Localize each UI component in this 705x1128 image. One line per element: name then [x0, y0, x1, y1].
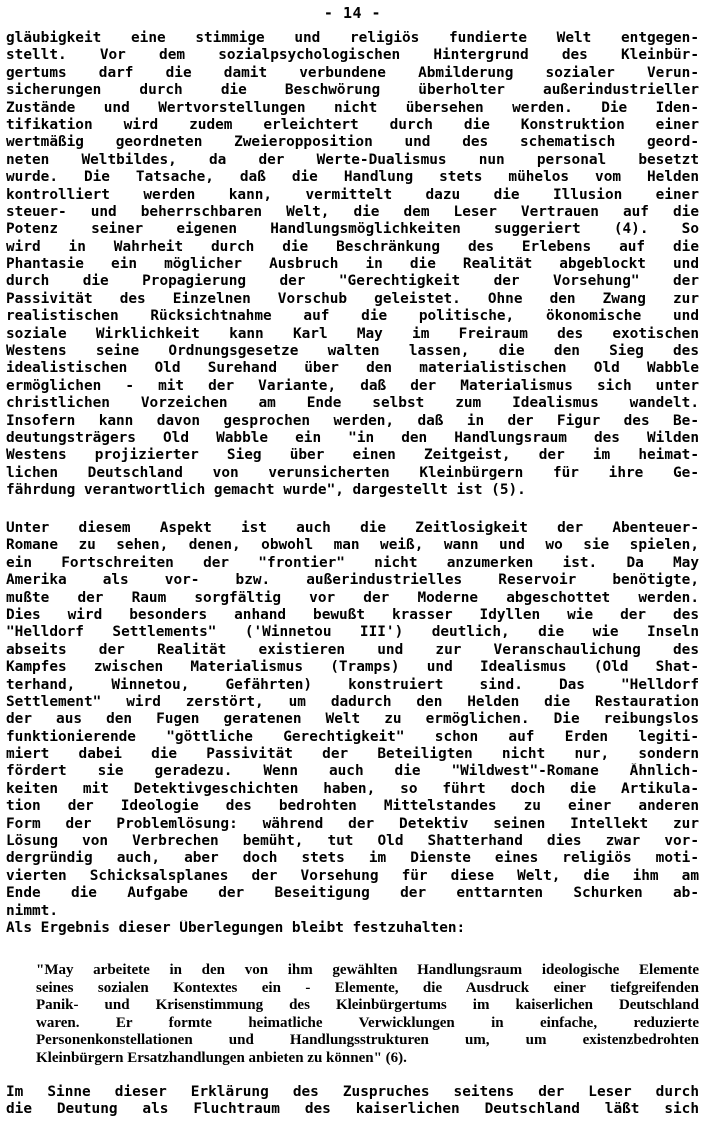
text-line: Westens projizierter Sieg über einen Zeitgeist, der im heimat- — [6, 447, 699, 464]
paragraph-3 — [6, 1084, 699, 1119]
text-line: Als Ergebnis dieser Überlegungen bleibt festzuhalten: — [6, 919, 466, 936]
text-line: die Deutung als Fluchtraum des kaiserlichen Deutschland läßt sich — [6, 1101, 699, 1118]
text-line: Amerika als vor- bzw. außerindustrielles Reservoir benötigte, — [6, 572, 699, 589]
quote-line: seines sozialen Kontextes ein - Elemente, die Ausdruck einer tiefgreifenden — [36, 979, 699, 996]
text-line: Unter diesem Aspekt ist auch die Zeitlosigkeit der Abenteuer- — [6, 520, 699, 536]
paragraph-2 — [6, 520, 699, 937]
text-line: Westens seine Ordnungsgesetze walten lassen, die den Sieg des — [6, 343, 699, 360]
text-line: ermöglichen - mit der Variante, daß der Materialismus sich unter — [6, 377, 699, 394]
text-line: tion der Ideologie des bedrohten Mittelstandes zu einer anderen — [6, 798, 699, 815]
text-line: neten Weltbildes, da der Werte-Dualismus nun personal besetzt — [6, 151, 699, 168]
page-number: - 14 - — [323, 4, 382, 22]
text-line: mußte der Raum sorgfältig vor der Moderne abgeschottet werden. — [6, 589, 699, 606]
text-line: Passivität des Einzelnen Vorschub geleistet. Ohne den Zwang zur — [6, 290, 699, 307]
text-line: realistischen Rücksichtnahme auf die politische, ökonomische und — [6, 308, 699, 325]
text-line: durch die Propagierung der "Gerechtigkeit der Vorsehung" der — [6, 273, 699, 290]
text-line: dergründig auch, aber doch stets im Dienste eines religiös moti- — [6, 850, 699, 867]
text-line: stellt. Vor dem sozialpsychologischen Hintergrund des Kleinbür- — [6, 47, 699, 64]
text-line: nimmt. — [6, 902, 58, 919]
text-line: Romane zu sehen, denen, obwohl man weiß, wann und wo sie spielen, — [6, 537, 699, 554]
text-line: Dies wird besonders anhand bewußt krasser Idyllen wie der des — [6, 606, 699, 623]
text-line: wurde. Die Tatsache, daß die Handlung stets mühelos vom Helden — [6, 169, 699, 186]
text-line: steuer- und beherrschbaren Welt, die dem Leser Vertrauen auf die — [6, 203, 699, 220]
text-line: terhand, Winnetou, Gefährten) konstruiert sind. Das "Helldorf — [6, 676, 699, 693]
text-line: Potenz seiner eigenen Handlungsmöglichkeiten suggeriert (4). So — [6, 221, 699, 238]
quote-line: Personenkonstellationen und Handlungsstrukturen um, um existenzbedrohten — [36, 1032, 699, 1048]
text-line: Phantasie ein möglicher Ausbruch in die Realität abgeblockt und — [6, 256, 699, 273]
text-line: keiten mit Detektivgeschichten haben, so führt doch die Artikula- — [6, 780, 699, 797]
text-line: idealistischen Old Surehand über den materialistischen Old Wabble — [6, 360, 699, 377]
text-line: lichen Deutschland von verunsicherten Kleinbürgern für ihre Ge- — [6, 464, 699, 481]
text-line: kontrolliert werden kann, vermittelt dazu die Illusion einer — [6, 186, 699, 203]
text-line: Im Sinne dieser Erklärung des Zuspruches seitens der Leser durch — [6, 1084, 699, 1100]
text-line: ein Fortschreiten der "frontier" nicht anzumerken ist. Da May — [6, 554, 699, 571]
text-line: Lösung von Verbrechen bemüht, tut Old Shatterhand dies zwar vor- — [6, 833, 699, 850]
text-line: Insofern kann davon gesprochen werden, daß in der Figur des Be- — [6, 412, 699, 429]
text-line: Zustände und Wertvorstellungen nicht übersehen werden. Die Iden- — [6, 99, 699, 116]
text-line: der aus den Fugen geratenen Welt zu ermöglichen. Die reibungslos — [6, 711, 699, 728]
text-line: funktionierende "göttliche Gerechtigkeit" schon auf Erden legiti- — [6, 728, 699, 745]
paragraph-1 — [6, 30, 699, 500]
text-line: fährdung verantwortlich gemacht wurde", dargestellt ist (5). — [6, 482, 526, 499]
quote-line: waren. Er formte heimatliche Verwicklungen in einfache, reduzierte — [36, 1014, 699, 1031]
text-line: soziale Wirklichkeit kann Karl May im Freiraum des exotischen — [6, 325, 699, 342]
text-line: miert dabei die Passivität der Beteiligten nicht nur, sondern — [6, 746, 699, 763]
text-line: tifikation wird zudem erleichtert durch die Konstruktion einer — [6, 116, 699, 133]
quote-line: "May arbeitete in den von ihm gewählten Handlungsraum ideologische Elemente — [36, 962, 699, 978]
text-line: gertums darf die damit verbundene Abmilderung sozialer Verun- — [6, 64, 699, 81]
quote-line: Kleinbürgern Ersatzhandlungen anbieten zu können" (6). — [36, 1049, 407, 1066]
text-line: sicherungen durch die Beschwörung überholter außerindustrieller — [6, 82, 699, 99]
text-line: fördert sie geradezu. Wenn auch die "Wildwest"-Romane Ähnlich- — [6, 763, 699, 780]
block-quote — [36, 962, 699, 1067]
text-line: wird in Wahrheit durch die Beschränkung des Erlebens auf die — [6, 238, 699, 255]
text-line: wertmäßig geordneten Zweieropposition und des schematisch geord- — [6, 134, 699, 151]
text-line: abseits der Realität existieren und zur Veranschaulichung des — [6, 641, 699, 658]
text-line: Ende die Aufgabe der Beseitigung der enttarnten Schurken ab- — [6, 885, 699, 902]
text-line: gläubigkeit eine stimmige und religiös fundierte Welt entgegen- — [6, 30, 699, 46]
text-line: "Helldorf Settlements" ('Winnetou III') deutlich, die wie Inseln — [6, 624, 699, 641]
text-line: deutungsträgers Old Wabble ein "in den Handlungsraum des Wilden — [6, 429, 699, 446]
text-line: Settlement" wird zerstört, um dadurch den Helden die Restauration — [6, 693, 699, 710]
text-line: christlichen Vorzeichen am Ende selbst zum Idealismus wandelt. — [6, 395, 699, 412]
text-line: vierten Schicksalsplanes der Vorsehung für diese Welt, die ihm am — [6, 867, 699, 884]
text-line: Form der Problemlösung: während der Detektiv seinen Intellekt zur — [6, 815, 699, 832]
quote-line: Panik- und Krisenstimmung des Kleinbürgertums im kaiserlichen Deutschland — [36, 997, 699, 1013]
text-line: Kampfes zwischen Materialismus (Tramps) und Idealismus (Old Shat- — [6, 659, 699, 676]
